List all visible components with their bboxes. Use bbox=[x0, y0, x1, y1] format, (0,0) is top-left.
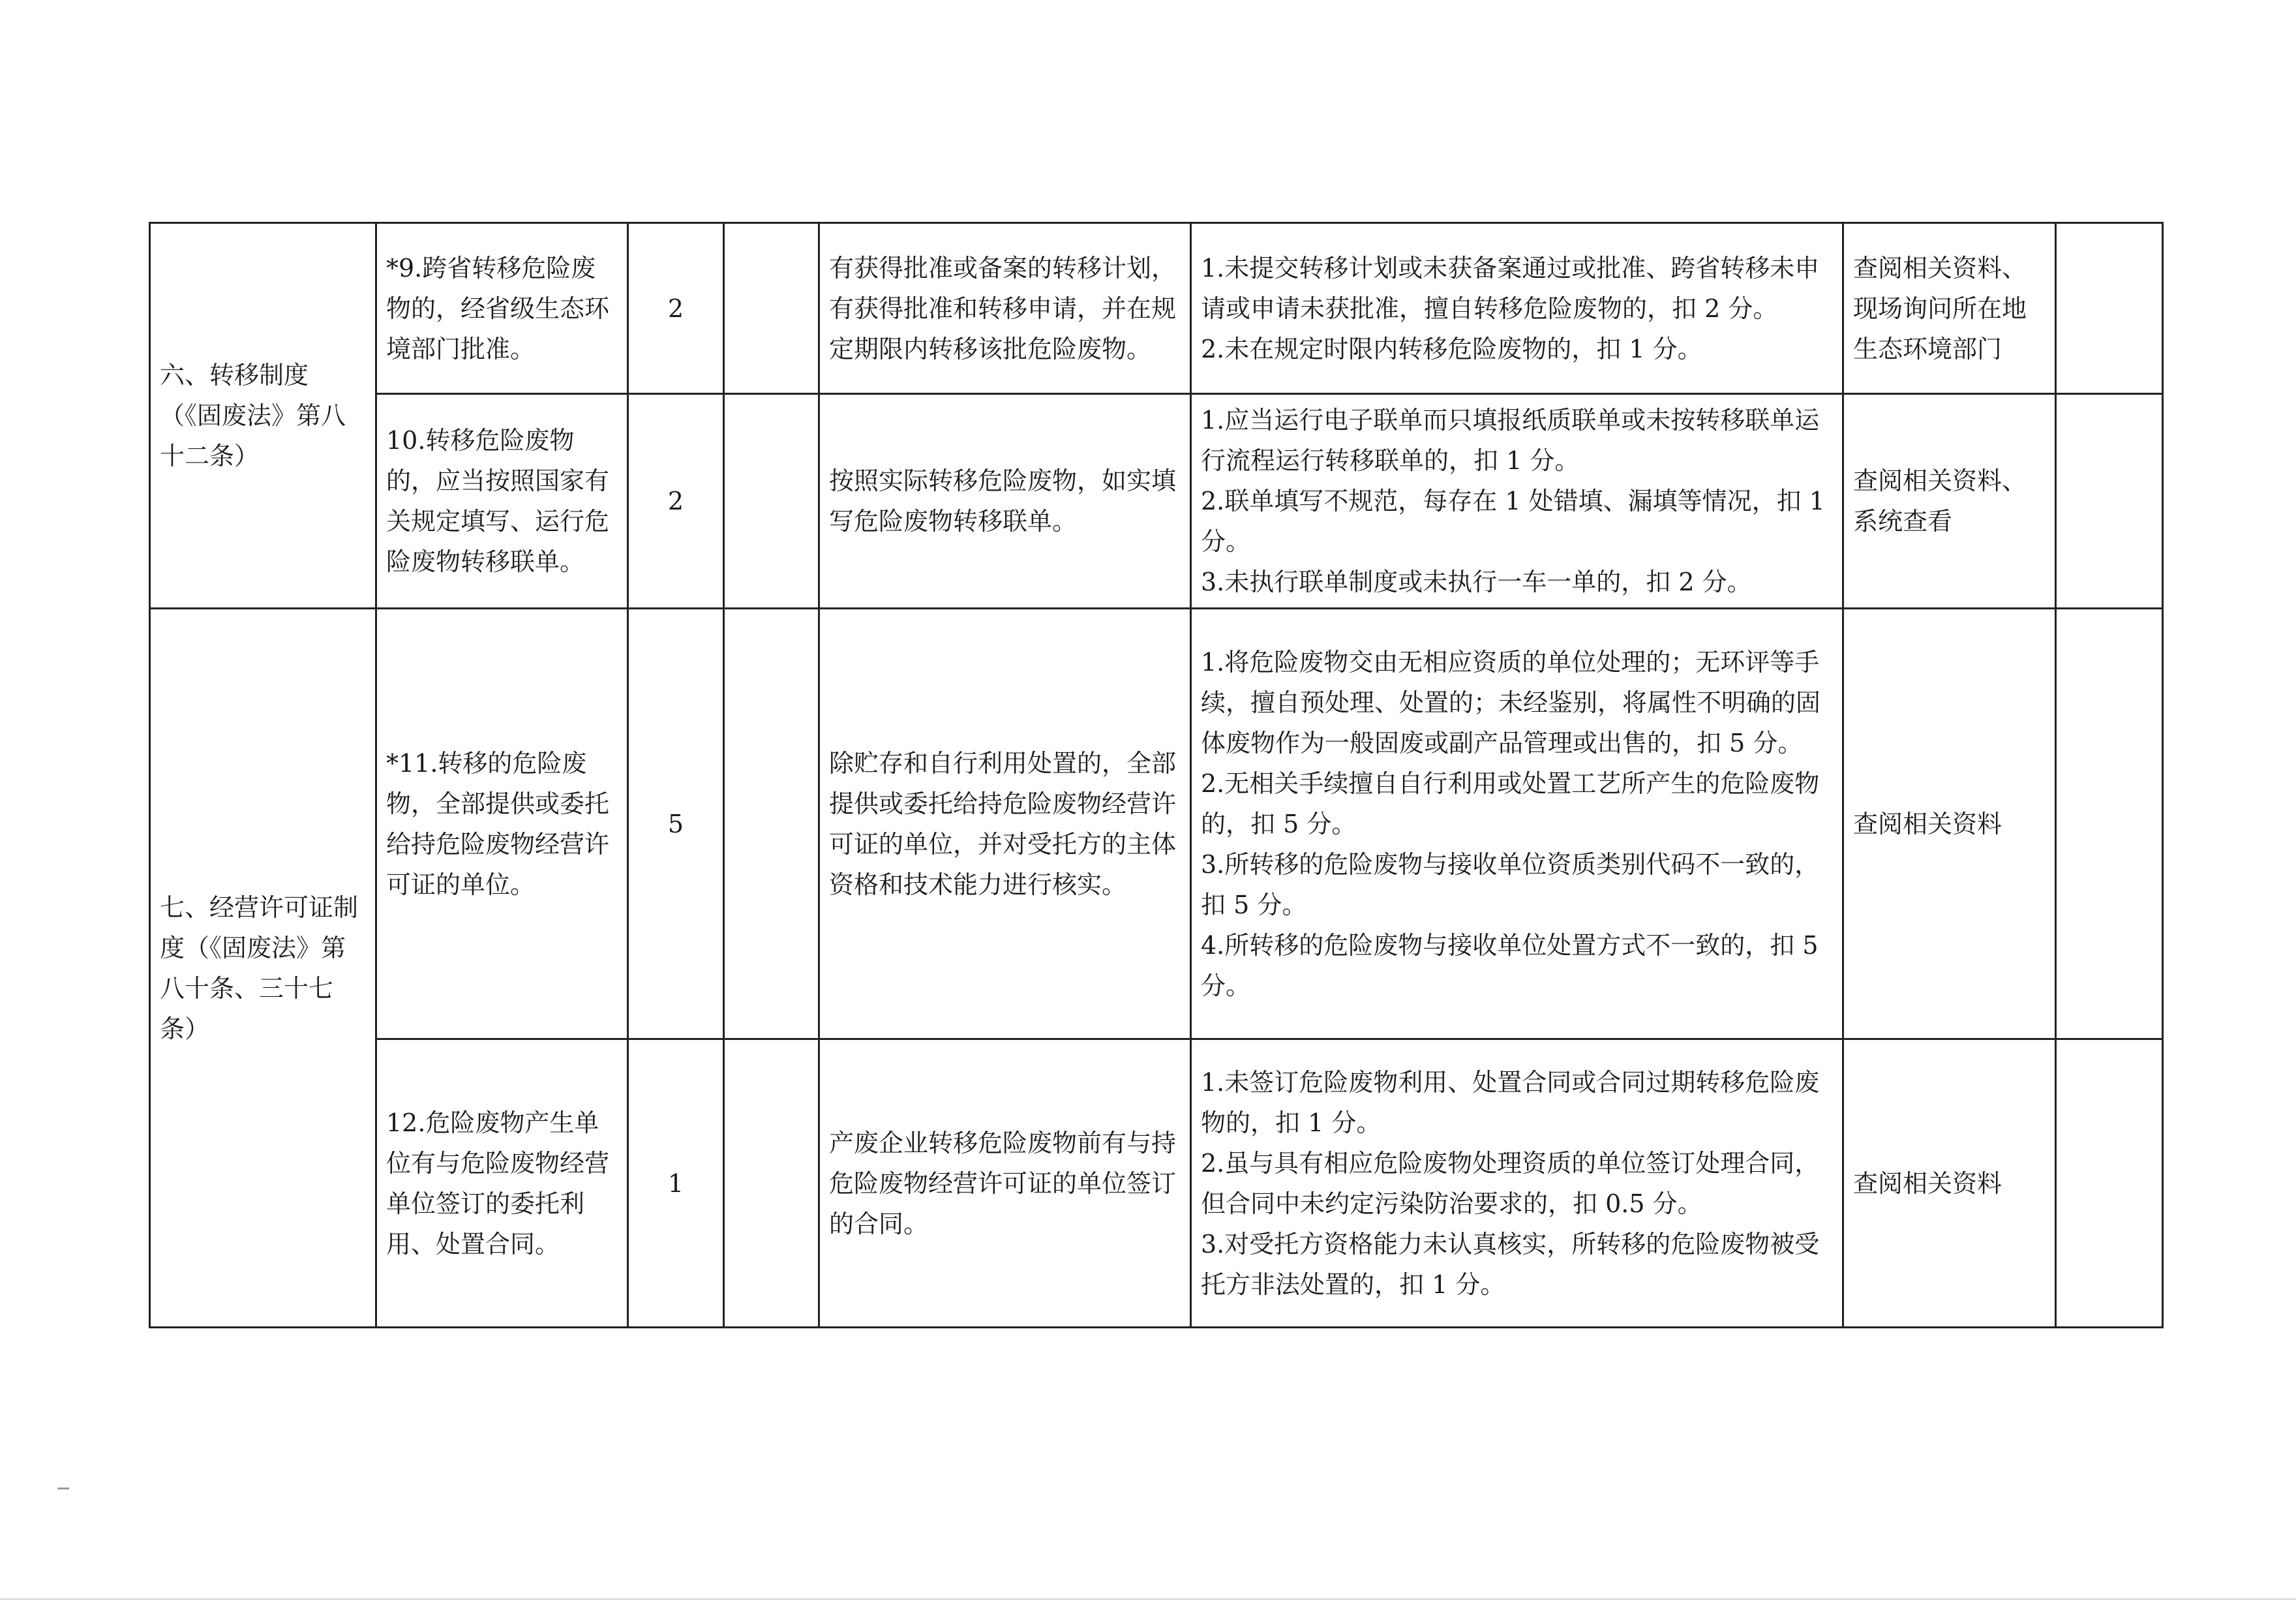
scan-artifact bbox=[57, 1488, 69, 1489]
evaluation-table bbox=[149, 222, 2164, 1328]
criteria-cell bbox=[1191, 394, 1843, 609]
criteria-line: 2.无相关手续擅自自行利用或处置工艺所产生的危险废物的，扣 5 分。 bbox=[1201, 769, 1820, 838]
requirement-cell: 除贮存和自行利用处置的，全部提供或委托给持危险废物经营许可证的单位，并对受托方的主体资格和技术能力进行核实。 bbox=[819, 609, 1191, 1039]
remark-cell bbox=[2056, 394, 2163, 609]
blank-cell bbox=[724, 223, 819, 394]
item-cell: *9.跨省转移危险废物的，经省级生态环境部门批准。 bbox=[376, 223, 628, 394]
method-cell: 查阅相关资料、现场询问所在地生态环境部门 bbox=[1843, 223, 2056, 394]
remark-cell bbox=[2056, 609, 2163, 1039]
blank-cell bbox=[724, 1039, 819, 1328]
table-row bbox=[150, 223, 2163, 394]
method-cell: 查阅相关资料 bbox=[1843, 1039, 2056, 1328]
criteria-line: 1.将危险废物交由无相应资质的单位处理的；无环评等手续，擅自预处理、处置的；未经鉴别，将属性不明确的固体废物作为一般固废或副产品管理或出售的，扣 5 分。 bbox=[1201, 647, 1821, 757]
criteria-line: 1.未提交转移计划或未获备案通过或批准、跨省转移未申请或申请未获批准，擅自转移危险废物的，扣 2 分。 bbox=[1201, 253, 1820, 323]
requirement-cell: 产废企业转移危险废物前有与持危险废物经营许可证的单位签订的合同。 bbox=[819, 1039, 1191, 1328]
page-bottom-edge bbox=[0, 1598, 2296, 1600]
item-cell: *11.转移的危险废物，全部提供或委托给持危险废物经营许可证的单位。 bbox=[376, 609, 628, 1039]
criteria-line: 4.所转移的危险废物与接收单位处置方式不一致的，扣 5 分。 bbox=[1201, 930, 1819, 1000]
score-cell: 5 bbox=[628, 609, 724, 1039]
criteria-cell bbox=[1191, 1039, 1843, 1328]
score-cell: 2 bbox=[628, 394, 724, 609]
remark-cell bbox=[2056, 223, 2163, 394]
score-cell: 1 bbox=[628, 1039, 724, 1328]
criteria-line: 3.所转移的危险废物与接收单位资质类别代码不一致的，扣 5 分。 bbox=[1201, 849, 1820, 919]
criteria-line: 3.对受托方资格能力未认真核实，所转移的危险废物被受托方非法处置的，扣 1 分。 bbox=[1201, 1229, 1820, 1299]
score-cell: 2 bbox=[628, 223, 724, 394]
method-cell: 查阅相关资料、系统查看 bbox=[1843, 394, 2056, 609]
criteria-line: 2.未在规定时限内转移危险废物的，扣 1 分。 bbox=[1201, 334, 1702, 363]
item-cell: 12.危险废物产生单位有与危险废物经营单位签订的委托利用、处置合同。 bbox=[376, 1039, 628, 1328]
requirement-cell: 按照实际转移危险废物，如实填写危险废物转移联单。 bbox=[819, 394, 1191, 609]
table-row bbox=[150, 394, 2163, 609]
blank-cell bbox=[724, 394, 819, 609]
remark-cell bbox=[2056, 1039, 2163, 1328]
table-row bbox=[150, 609, 2163, 1039]
requirement-cell: 有获得批准或备案的转移计划，有获得批准和转移申请，并在规定期限内转移该批危险废物。 bbox=[819, 223, 1191, 394]
item-cell: 10.转移危险废物的，应当按照国家有关规定填写、运行危险废物转移联单。 bbox=[376, 394, 628, 609]
criteria-line: 3.未执行联单制度或未执行一车一单的，扣 2 分。 bbox=[1201, 568, 1752, 596]
table-row bbox=[150, 1039, 2163, 1328]
section-title: 六、转移制度（《固废法》第八十二条） bbox=[150, 223, 376, 609]
method-cell: 查阅相关资料 bbox=[1843, 609, 2056, 1039]
criteria-cell bbox=[1191, 223, 1843, 394]
criteria-line: 2.联单填写不规范，每存在 1 处错填、漏填等情况，扣 1 分。 bbox=[1201, 487, 1825, 556]
section-title: 七、经营许可证制度（《固废法》第八十条、三十七条） bbox=[150, 609, 376, 1328]
blank-cell bbox=[724, 609, 819, 1039]
criteria-line: 1.应当运行电子联单而只填报纸质联单或未按转移联单运行流程运行转移联单的，扣 1 分。 bbox=[1201, 406, 1820, 475]
criteria-line: 1.未签订危险废物利用、处置合同或合同过期转移危险废物的，扣 1 分。 bbox=[1201, 1067, 1820, 1137]
criteria-line: 2.虽与具有相应危险废物处理资质的单位签订处理合同，但合同中未约定污染防治要求的，扣 0.5 分。 bbox=[1201, 1148, 1820, 1218]
criteria-cell bbox=[1191, 609, 1843, 1039]
